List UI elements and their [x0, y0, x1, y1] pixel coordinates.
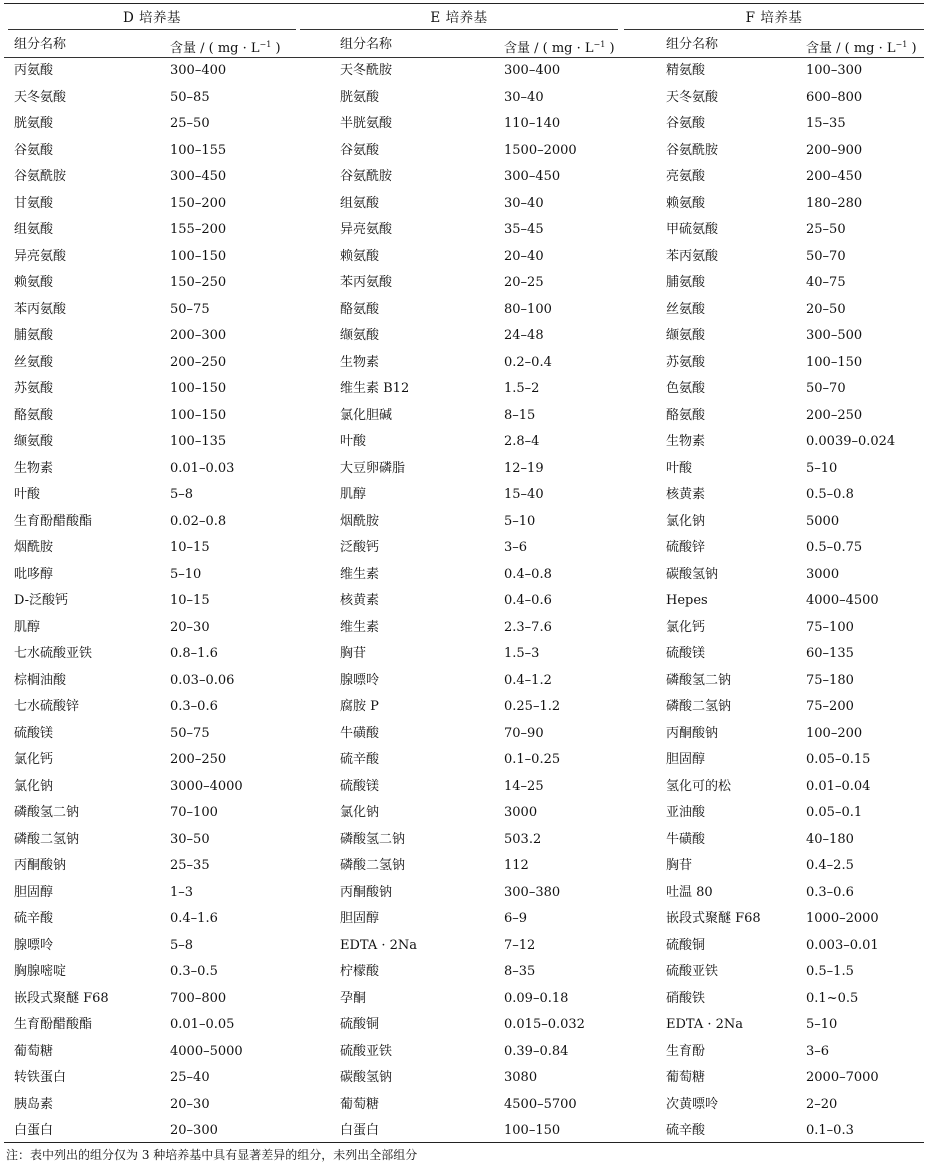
component-name: 天冬酰胺 [340, 63, 393, 78]
component-amount: 100–300 [806, 63, 863, 78]
component-name: 谷氨酸 [666, 116, 706, 131]
bottom-rule [4, 1142, 924, 1143]
component-name: 次黄嘌呤 [666, 1096, 719, 1112]
component-amount: 700–800 [170, 990, 227, 1006]
amount-header-exponent: −1 [259, 40, 272, 49]
component-name: 磷酸氢二钠 [340, 831, 406, 847]
component-amount: 75–100 [806, 619, 854, 635]
component-name: 丙酮酸钠 [666, 725, 719, 741]
component-amount: 5–10 [504, 513, 536, 529]
component-amount: 155–200 [170, 222, 227, 237]
component-name: 泛酸钙 [340, 540, 380, 555]
component-name: 白蛋白 [340, 1123, 380, 1138]
component-amount: 5–10 [806, 460, 838, 476]
component-name: 胸苷 [340, 646, 367, 661]
component-amount: 0.01–0.04 [806, 778, 871, 794]
component-amount: 50–85 [170, 89, 210, 105]
component-name: 磷酸氢二钠 [666, 672, 732, 688]
component-amount: 0.003–0.01 [806, 937, 879, 953]
component-amount: 0.05–0.15 [806, 752, 871, 767]
component-name: 磷酸氢二钠 [14, 805, 80, 820]
component-name: 棕榈油酸 [14, 672, 67, 688]
component-amount: 15–35 [806, 116, 846, 131]
component-amount: 0.1–0.3 [806, 1123, 854, 1138]
component-name: 碳酸氢钠 [340, 1070, 393, 1085]
component-amount: 2000–7000 [806, 1070, 879, 1085]
amount-header-text: 含量 / ( mg · L [170, 41, 260, 56]
component-amount: 300–450 [170, 169, 227, 184]
component-name: 亚油酸 [666, 805, 706, 820]
component-name: 胸苷 [666, 858, 693, 873]
component-amount: 0.8–1.6 [170, 646, 218, 661]
component-amount: 1000–2000 [806, 911, 879, 926]
component-amount: 600–800 [806, 89, 863, 105]
component-amount: 0.3–0.6 [806, 884, 854, 900]
component-amount: 200–250 [170, 354, 227, 370]
component-amount: 30–50 [170, 831, 210, 847]
component-amount: 50–75 [170, 725, 210, 741]
component-amount: 0.5–1.5 [806, 964, 854, 979]
component-amount: 35–45 [504, 222, 544, 237]
component-amount: 50–75 [170, 301, 210, 317]
component-name: 色氨酸 [666, 381, 706, 396]
component-amount: 60–135 [806, 646, 854, 661]
component-name: 转铁蛋白 [14, 1070, 67, 1085]
component-amount: 0.03–0.06 [170, 672, 235, 688]
component-name: 腺嘌呤 [340, 672, 380, 688]
component-amount: 5–8 [170, 487, 194, 502]
component-name: 苯丙氨酸 [666, 248, 719, 264]
component-amount: 0.1~0.5 [806, 990, 859, 1006]
component-name: 磷酸二氢钠 [340, 858, 406, 873]
component-amount: 0.09–0.18 [504, 990, 569, 1006]
component-name: 维生素 B12 [340, 381, 410, 396]
component-amount: 5000 [806, 513, 840, 529]
amount-header-exponent: −1 [895, 40, 908, 49]
component-amount: 300–380 [504, 884, 561, 900]
component-name: 生育酚醋酸酯 [14, 513, 93, 529]
component-name: 吐温 80 [666, 884, 713, 900]
component-name: 硫酸镁 [666, 646, 706, 661]
component-name: 腺嘌呤 [14, 937, 54, 953]
component-name: 氯化钠 [14, 778, 54, 794]
component-name: 白蛋白 [14, 1123, 54, 1138]
component-amount: 110–140 [504, 116, 561, 131]
component-name: 碳酸氢钠 [666, 566, 719, 582]
component-name: 大豆卵磷脂 [340, 460, 406, 476]
component-amount: 0.4–1.2 [504, 672, 552, 688]
amount-header-text: 含量 / ( mg · L [504, 41, 594, 56]
component-name: 苏氨酸 [666, 354, 706, 370]
component-amount: 12–19 [504, 460, 544, 476]
component-amount: 112 [504, 858, 529, 873]
component-name: 丝氨酸 [14, 354, 54, 370]
component-name: 胆固醇 [14, 884, 54, 900]
component-name: 苏氨酸 [14, 381, 54, 396]
column-header-amount-f [806, 36, 917, 58]
component-amount: 2.8–4 [504, 434, 540, 449]
component-name: 异亮氨酸 [14, 248, 67, 264]
component-name: 硫辛酸 [666, 1123, 706, 1138]
component-name: 丙酮酸钠 [14, 858, 67, 873]
component-name: 生物素 [340, 354, 380, 370]
component-name: 酪氨酸 [666, 407, 706, 423]
component-name: 丝氨酸 [666, 301, 706, 317]
component-name: 七水硫酸锌 [14, 699, 80, 714]
component-name: 磷酸二氢钠 [14, 831, 80, 847]
component-amount: 2–20 [806, 1096, 838, 1112]
component-name: 氯化胆碱 [340, 407, 393, 423]
component-name: 胰岛素 [14, 1096, 54, 1112]
component-name: 赖氨酸 [666, 195, 706, 211]
column-header-name-d: 组分名称 [14, 37, 67, 52]
component-amount: 200–300 [170, 328, 227, 343]
component-amount: 25–50 [806, 222, 846, 237]
column-header-amount-d [170, 36, 281, 58]
component-amount: 100–150 [170, 407, 227, 423]
component-amount: 4000–5000 [170, 1043, 243, 1059]
component-name: 氯化钠 [340, 805, 380, 820]
amount-header-exponent: −1 [593, 40, 606, 49]
component-amount: 0.39–0.84 [504, 1043, 569, 1059]
component-amount: 3–6 [806, 1043, 830, 1059]
component-amount: 5–8 [170, 937, 194, 953]
component-amount: 3000 [806, 566, 840, 582]
component-name: 半胱氨酸 [340, 116, 393, 131]
component-amount: 70–90 [504, 725, 544, 741]
component-amount: 200–900 [806, 142, 863, 158]
component-amount: 75–180 [806, 672, 854, 688]
component-name: 叶酸 [666, 460, 693, 476]
component-name: 酪氨酸 [14, 407, 54, 423]
component-name: 牛磺酸 [340, 725, 380, 741]
component-name: 硫酸铜 [666, 937, 706, 953]
component-name: 谷氨酰胺 [14, 169, 67, 184]
component-name: 吡哆醇 [14, 566, 54, 582]
component-name: 丙氨酸 [14, 63, 54, 78]
component-name: 天冬氨酸 [14, 89, 67, 105]
component-amount: 0.02–0.8 [170, 513, 227, 529]
component-name: 叶酸 [14, 487, 41, 502]
column-header-name-e: 组分名称 [340, 37, 393, 52]
component-amount: 1–3 [170, 884, 194, 900]
component-amount: 100–155 [170, 142, 227, 158]
component-amount: 4500–5700 [504, 1096, 577, 1112]
component-name: 氢化可的松 [666, 778, 732, 794]
component-name: 硫酸亚铁 [340, 1043, 393, 1059]
component-amount: 0.4–2.5 [806, 858, 854, 873]
component-amount: 20–300 [170, 1123, 218, 1138]
component-name: 烟酰胺 [340, 513, 380, 529]
component-amount: 300–400 [504, 63, 561, 78]
component-amount: 0.4–0.8 [504, 566, 552, 582]
component-amount: 0.3–0.5 [170, 964, 218, 979]
component-name: EDTA · 2Na [340, 937, 418, 953]
component-amount: 5–10 [806, 1017, 838, 1032]
component-name: 氯化钙 [14, 752, 54, 767]
component-name: 精氨酸 [666, 63, 706, 78]
component-amount: 100–150 [170, 381, 227, 396]
component-amount: 15–40 [504, 487, 544, 502]
component-name: 维生素 [340, 619, 380, 635]
component-name: 胱氨酸 [340, 89, 380, 105]
component-name: 孕酮 [340, 990, 367, 1006]
column-header-amount-e [504, 36, 615, 58]
component-amount: 0.01–0.05 [170, 1017, 235, 1032]
component-amount: 300–450 [504, 169, 561, 184]
amount-header-text: 含量 / ( mg · L [806, 41, 896, 56]
component-amount: 2.3–7.6 [504, 619, 552, 635]
component-amount: 0.0039–0.024 [806, 434, 896, 449]
component-amount: 0.5–0.75 [806, 540, 863, 555]
component-name: 磷酸二氢钠 [666, 699, 732, 714]
component-amount: 200–450 [806, 169, 863, 184]
component-amount: 75–200 [806, 699, 854, 714]
component-amount: 20–25 [504, 275, 544, 290]
component-name: 亮氨酸 [666, 169, 706, 184]
component-name: 组氨酸 [14, 222, 54, 237]
component-amount: 10–15 [170, 593, 210, 608]
component-amount: 20–40 [504, 248, 544, 264]
component-name: 生物素 [14, 460, 54, 476]
component-amount: 150–250 [170, 275, 227, 290]
component-amount: 0.2–0.4 [504, 354, 552, 370]
component-amount: 20–30 [170, 619, 210, 635]
component-name: 赖氨酸 [14, 275, 54, 290]
column-header-name-f: 组分名称 [666, 37, 719, 52]
component-amount: 3–6 [504, 540, 528, 555]
group-rule-d [8, 29, 296, 30]
component-amount: 200–250 [170, 752, 227, 767]
component-amount: 7–12 [504, 937, 536, 953]
component-amount: 100–150 [504, 1123, 561, 1138]
top-rule [4, 3, 924, 4]
component-name: 生育酚 [666, 1043, 706, 1059]
component-amount: 100–150 [170, 248, 227, 264]
amount-header-close: ) [907, 41, 917, 56]
component-name: 缬氨酸 [14, 434, 54, 449]
component-amount: 300–400 [170, 63, 227, 78]
component-name: 硫酸镁 [340, 778, 380, 794]
component-amount: 150–200 [170, 195, 227, 211]
component-amount: 10–15 [170, 540, 210, 555]
component-amount: 30–40 [504, 195, 544, 211]
component-name: 叶酸 [340, 434, 367, 449]
component-name: 嵌段式聚醚 F68 [666, 911, 761, 926]
component-name: 烟酰胺 [14, 540, 54, 555]
component-amount: 1.5–3 [504, 646, 540, 661]
component-amount: 25–35 [170, 858, 210, 873]
component-name: 天冬氨酸 [666, 89, 719, 105]
component-amount: 8–15 [504, 407, 536, 423]
component-amount: 3080 [504, 1070, 538, 1085]
group-rule-e [300, 29, 618, 30]
amount-header-close: ) [271, 41, 281, 56]
component-amount: 30–40 [504, 89, 544, 105]
component-name: 腐胺 P [340, 699, 379, 714]
component-amount: 100–150 [806, 354, 863, 370]
component-name: 胱氨酸 [14, 116, 54, 131]
component-amount: 20–30 [170, 1096, 210, 1112]
component-name: 脯氨酸 [14, 328, 54, 343]
component-amount: 100–135 [170, 434, 227, 449]
component-name: 甲硫氨酸 [666, 222, 719, 237]
component-name: 硫辛酸 [340, 752, 380, 767]
component-amount: 14–25 [504, 778, 544, 794]
component-name: 苯丙氨酸 [14, 301, 67, 317]
component-name: 丙酮酸钠 [340, 884, 393, 900]
component-name: 硫酸亚铁 [666, 964, 719, 979]
component-amount: 1.5–2 [504, 381, 540, 396]
component-amount: 25–50 [170, 116, 210, 131]
component-amount: 40–180 [806, 831, 854, 847]
component-name: 硫辛酸 [14, 911, 54, 926]
component-name: 核黄素 [340, 593, 380, 608]
component-name: 氯化钠 [666, 513, 706, 529]
component-name: 葡萄糖 [14, 1043, 54, 1059]
component-amount: 5–10 [170, 566, 202, 582]
component-amount: 180–280 [806, 195, 863, 211]
component-name: 柠檬酸 [340, 964, 380, 979]
component-amount: 8–35 [504, 964, 536, 979]
section-title-f: F 培养基 [745, 10, 803, 26]
component-name: 维生素 [340, 566, 380, 582]
component-name: 嵌段式聚醚 F68 [14, 990, 109, 1006]
component-amount: 50–70 [806, 381, 846, 396]
component-amount: 0.5–0.8 [806, 487, 854, 502]
component-name: 胸腺嘧啶 [14, 964, 67, 979]
component-name: 氯化钙 [666, 619, 706, 635]
component-amount: 503.2 [504, 831, 542, 847]
component-amount: 0.015–0.032 [504, 1017, 585, 1032]
component-amount: 300–500 [806, 328, 863, 343]
component-amount: 50–70 [806, 248, 846, 264]
component-amount: 100–200 [806, 725, 863, 741]
component-amount: 20–50 [806, 301, 846, 317]
component-amount: 70–100 [170, 805, 218, 820]
component-name: 赖氨酸 [340, 248, 380, 264]
component-amount: 0.4–0.6 [504, 593, 552, 608]
component-name: 甘氨酸 [14, 195, 54, 211]
component-amount: 0.3–0.6 [170, 699, 218, 714]
component-name: 生育酚醋酸酯 [14, 1017, 93, 1032]
component-amount: 1500–2000 [504, 142, 577, 158]
component-amount: 0.4–1.6 [170, 911, 218, 926]
component-amount: 0.1–0.25 [504, 752, 561, 767]
component-name: 谷氨酸 [340, 142, 380, 158]
component-name: 缬氨酸 [666, 328, 706, 343]
component-name: 牛磺酸 [666, 831, 706, 847]
component-name: 肌醇 [340, 487, 367, 502]
component-name: 酪氨酸 [340, 301, 380, 317]
component-name: 谷氨酸 [14, 142, 54, 158]
component-amount: 3000–4000 [170, 778, 243, 794]
component-name: EDTA · 2Na [666, 1017, 744, 1032]
component-name: 苯丙氨酸 [340, 275, 393, 290]
component-name: 硫酸铜 [340, 1017, 380, 1032]
group-rule-f [624, 29, 924, 30]
component-amount: 25–40 [170, 1070, 210, 1085]
section-title-d: D 培养基 [122, 10, 182, 26]
component-amount: 80–100 [504, 301, 552, 317]
component-amount: 0.25–1.2 [504, 699, 561, 714]
component-name: 硝酸铁 [666, 990, 706, 1006]
amount-header-close: ) [605, 41, 615, 56]
component-name: 组氨酸 [340, 195, 380, 211]
component-name: 胆固醇 [666, 752, 706, 767]
component-name: 谷氨酰胺 [340, 169, 393, 184]
component-name: 葡萄糖 [666, 1070, 706, 1085]
component-amount: 200–250 [806, 407, 863, 423]
component-name: 谷氨酰胺 [666, 142, 719, 158]
component-name: 葡萄糖 [340, 1096, 380, 1112]
component-name: 硫酸锌 [666, 540, 706, 555]
table-footnote: 注：表中列出的组分仅为 3 种培养基中具有显著差异的组分，未列出全部组分 [6, 1148, 418, 1162]
component-amount: 4000–4500 [806, 593, 879, 608]
component-amount: 0.05–0.1 [806, 805, 863, 820]
component-name: 七水硫酸亚铁 [14, 646, 93, 661]
component-name: 硫酸镁 [14, 725, 54, 741]
component-name: Hepes [666, 593, 708, 608]
component-amount: 6–9 [504, 911, 528, 926]
component-name: 异亮氨酸 [340, 222, 393, 237]
component-amount: 24–48 [504, 328, 544, 343]
component-name: 胆固醇 [340, 911, 380, 926]
component-amount: 40–75 [806, 275, 846, 290]
section-title-e: E 培养基 [430, 10, 488, 26]
component-name: 生物素 [666, 434, 706, 449]
component-name: 肌醇 [14, 619, 41, 635]
header-rule [4, 57, 924, 58]
component-name: 核黄素 [666, 487, 706, 502]
component-name: 脯氨酸 [666, 275, 706, 290]
component-name: D-泛酸钙 [14, 593, 69, 608]
component-amount: 0.01–0.03 [170, 460, 235, 476]
component-name: 缬氨酸 [340, 328, 380, 343]
component-amount: 3000 [504, 805, 538, 820]
